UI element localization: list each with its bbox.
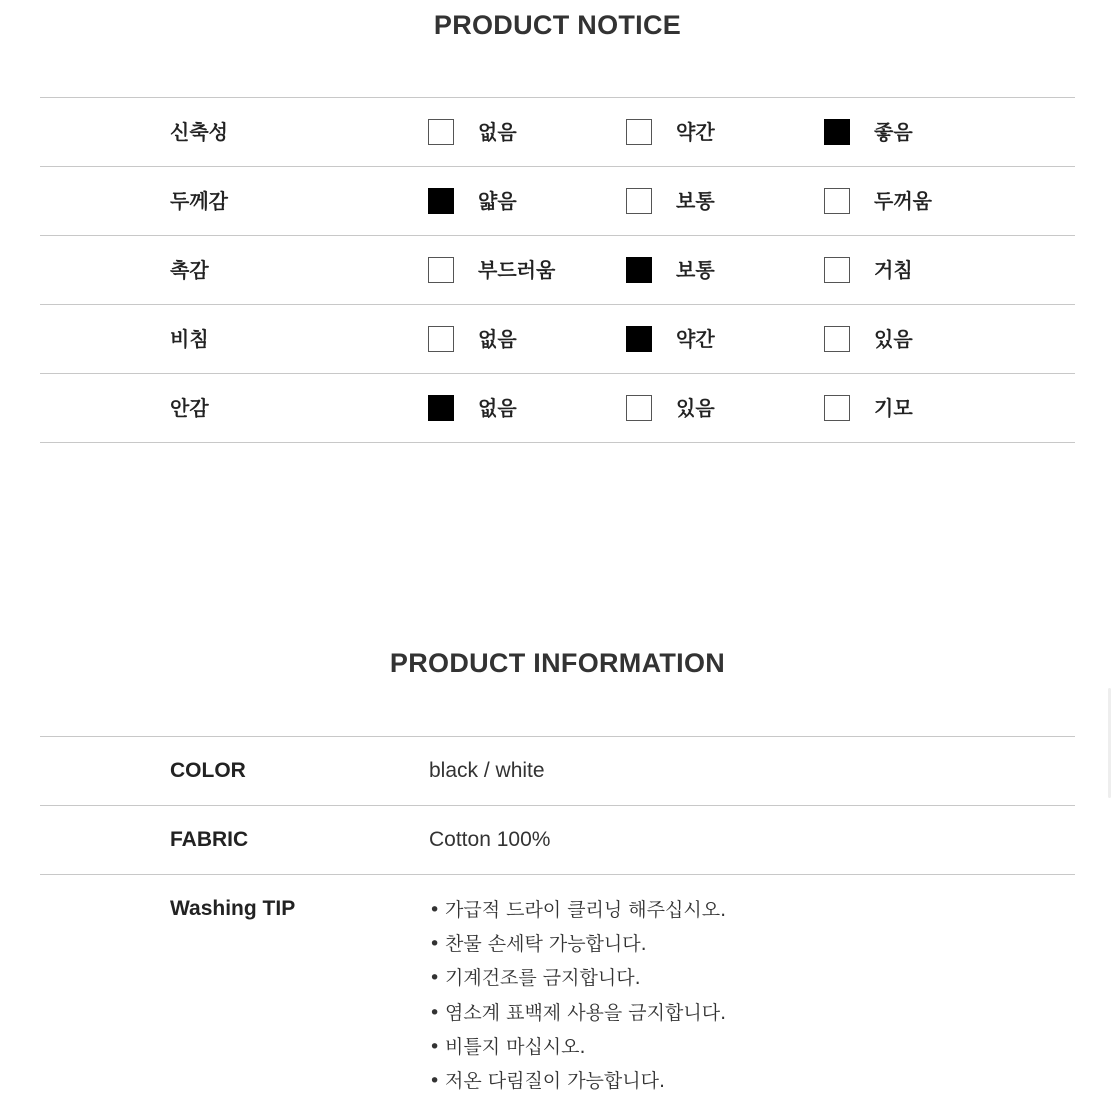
color-label: COLOR — [170, 759, 246, 782]
checkbox-empty-icon — [824, 257, 850, 283]
notice-option-label: 기모 — [874, 396, 913, 420]
bullet-icon: • — [429, 933, 441, 956]
info-row-color — [40, 737, 1075, 806]
notice-option-label: 없음 — [478, 396, 517, 420]
washing-tip-item — [429, 927, 726, 961]
notice-row-thickness — [40, 167, 1075, 236]
notice-row-stretch — [40, 98, 1075, 167]
notice-option-label: 있음 — [874, 327, 913, 351]
info-row-fabric — [40, 806, 1075, 875]
checkbox-checked-icon — [428, 188, 454, 214]
notice-row-texture — [40, 236, 1075, 305]
notice-option-label: 약간 — [676, 327, 715, 351]
notice-option-label: 두꺼움 — [874, 189, 932, 213]
checkbox-checked-icon — [626, 326, 652, 352]
washing-tip-text: 기계건조를 금지합니다. — [445, 967, 641, 990]
washing-tip-text: 찬물 손세탁 가능합니다. — [445, 933, 647, 956]
notice-option-label: 약간 — [676, 120, 715, 144]
notice-option-label: 보통 — [676, 258, 715, 282]
checkbox-checked-icon — [824, 119, 850, 145]
washing-tip-text: 가급적 드라이 클리닝 해주십시오. — [445, 899, 727, 921]
color-value: black / white — [429, 759, 545, 782]
notice-row-sheerness — [40, 305, 1075, 374]
checkbox-empty-icon — [428, 119, 454, 145]
washing-tip-label: Washing TIP — [170, 897, 296, 920]
checkbox-checked-icon — [626, 257, 652, 283]
notice-option-label: 얇음 — [478, 189, 517, 213]
notice-option-label: 보통 — [676, 189, 715, 213]
notice-row-label: 촉감 — [170, 258, 209, 282]
product-information-table — [40, 736, 1075, 1105]
checkbox-empty-icon — [428, 257, 454, 283]
notice-option-label: 부드러움 — [478, 258, 556, 282]
checkbox-empty-icon — [824, 395, 850, 421]
bullet-icon: • — [429, 1069, 441, 1092]
notice-row-label: 두께감 — [170, 189, 228, 213]
washing-tip-item — [429, 893, 726, 927]
bullet-icon: • — [429, 967, 441, 990]
fabric-value: Cotton 100% — [429, 828, 551, 851]
checkbox-empty-icon — [428, 326, 454, 352]
notice-row-lining — [40, 374, 1075, 443]
checkbox-empty-icon — [824, 326, 850, 352]
bullet-icon: • — [429, 899, 441, 921]
checkbox-empty-icon — [626, 395, 652, 421]
info-row-washing — [40, 875, 1075, 1105]
product-notice-table — [40, 97, 1075, 443]
washing-tip-item — [429, 1064, 726, 1098]
notice-row-label: 신축성 — [170, 120, 228, 144]
notice-option-label: 좋음 — [874, 120, 913, 144]
product-notice-title: PRODUCT NOTICE — [433, 10, 682, 40]
product-information-title: PRODUCT INFORMATION — [389, 648, 726, 678]
washing-tip-text: 저온 다림질이 가능합니다. — [445, 1069, 666, 1092]
washing-tip-text: 비틀지 마십시오. — [445, 1035, 586, 1058]
checkbox-checked-icon — [428, 395, 454, 421]
bullet-icon: • — [429, 1001, 441, 1024]
washing-tip-item — [429, 961, 726, 995]
washing-tip-text: 염소계 표백제 사용을 금지합니다. — [445, 1001, 727, 1024]
scrollbar-track[interactable] — [1108, 688, 1111, 798]
checkbox-empty-icon — [626, 188, 652, 214]
fabric-label: FABRIC — [170, 828, 249, 851]
washing-tip-item — [429, 996, 726, 1030]
notice-option-label: 있음 — [676, 396, 715, 420]
checkbox-empty-icon — [824, 188, 850, 214]
notice-row-label: 비침 — [170, 327, 209, 351]
notice-option-label: 거침 — [874, 258, 913, 282]
notice-row-label: 안감 — [170, 396, 209, 420]
notice-option-label: 없음 — [478, 120, 517, 144]
notice-option-label: 없음 — [478, 327, 517, 351]
washing-tip-item — [429, 1030, 726, 1064]
bullet-icon: • — [429, 1035, 441, 1058]
washing-tip-list — [429, 893, 726, 1098]
checkbox-empty-icon — [626, 119, 652, 145]
